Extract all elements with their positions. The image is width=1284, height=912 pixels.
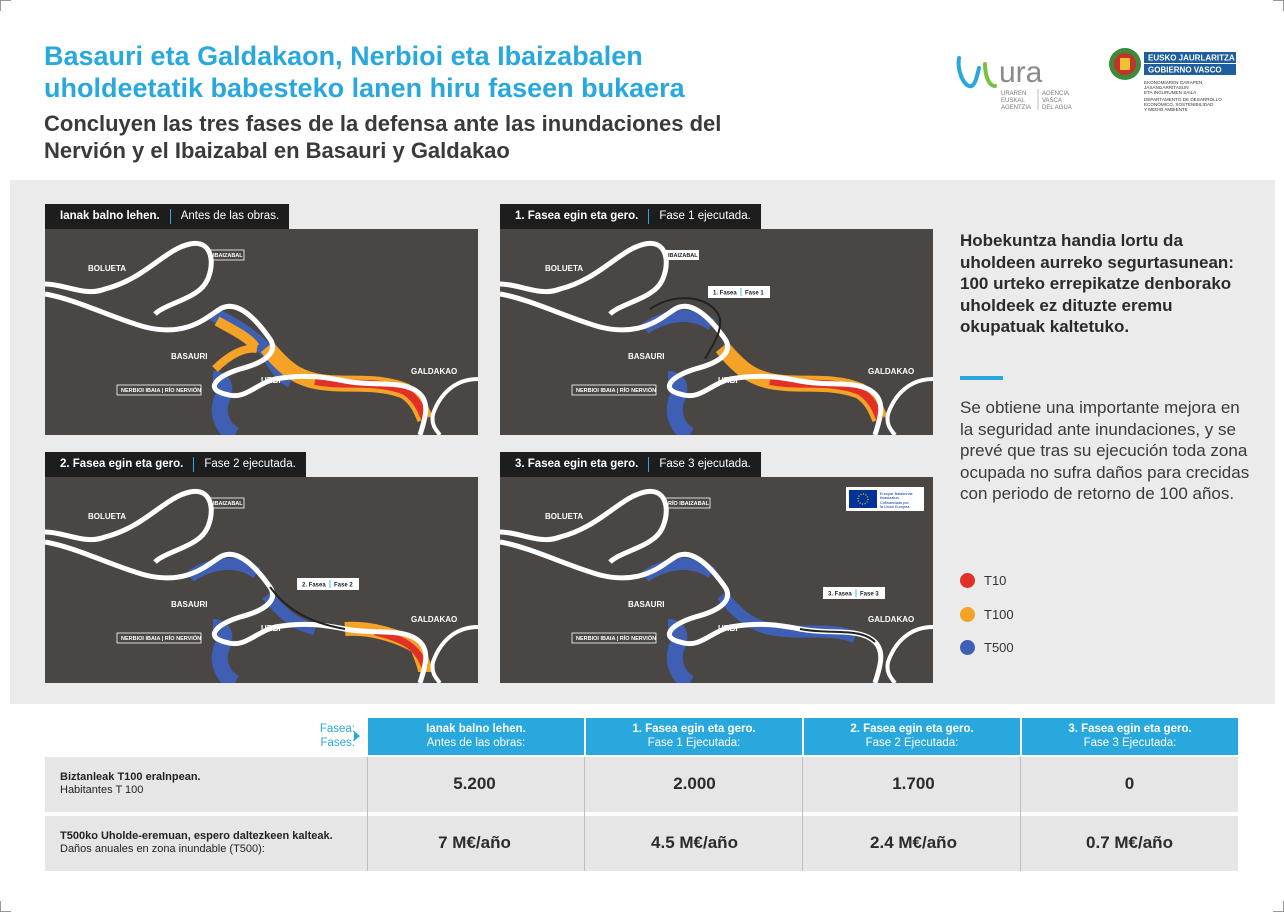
map-panel-phase-2 (45, 452, 478, 678)
svg-text:NERBIOI IBAIA | RÍO NERVIÓN: NERBIOI IBAIA | RÍO NERVIÓN (576, 388, 657, 394)
svg-text:GOBIERNO VASCO: GOBIERNO VASCO (1148, 65, 1222, 75)
svg-text:ETA INGURUMEN SAILA: ETA INGURUMEN SAILA (1144, 90, 1197, 95)
table-cell: 1.700 (892, 774, 935, 793)
svg-text:URAREN: URAREN (1001, 91, 1027, 97)
map-panel-phase-1 (500, 204, 933, 430)
page-title-basque: Basauri eta Galdakaon, Nerbioi eta Ibaizabalen uholdeetatik babesteko lanen hiru faseen bukaera (44, 41, 685, 103)
table-cell: 7 M€/año (438, 833, 511, 852)
flood-map (500, 229, 933, 435)
table-cell: 0.7 M€/año (1086, 833, 1173, 852)
svg-text:JASANGARRITASUN: JASANGARRITASUN (1144, 85, 1189, 90)
crop-mark-bottom-left (0, 901, 11, 912)
table-header-phase-1: 1. Fasea egin eta gero. Fase 1 Ejecutada: (586, 718, 802, 755)
legend-item-t100: T100 (960, 605, 1080, 623)
svg-text:BOLUETA: BOLUETA (88, 512, 127, 521)
legend-dot-t500 (960, 640, 975, 655)
table-header-before: Ianak balno lehen. Antes de las obras: (368, 718, 584, 755)
svg-text:GALDAKAO: GALDAKAO (868, 367, 915, 376)
svg-text:1. Fasea: 1. Fasea (713, 290, 737, 297)
svg-text:BASAURI: BASAURI (171, 352, 208, 361)
svg-text:BASAURI: BASAURI (171, 600, 208, 609)
svg-text:BASAURI: BASAURI (628, 600, 665, 609)
table-divider (802, 757, 803, 871)
svg-text:BASAURI: BASAURI (628, 352, 665, 361)
summary-basque: Hobekuntza handia lortu da uholdeen aurreko segurtasunean: 100 urteko errepikatze denborako uholdeek ez dituzte eremu okupatuak kaltetuko. (960, 231, 1234, 336)
map-caption: 2. Fasea egin eta gero. Fase 2 ejecutada. (45, 452, 306, 477)
svg-text:NERBIOI IBAIA | RÍO NERVIÓN: NERBIOI IBAIA | RÍO NERVIÓN (121, 388, 202, 394)
row-label-damages: T500ko Uholde-eremuan, espero daltezkeen kalteak. Daños anuales en zona inundable (T500): (60, 830, 333, 855)
svg-text:finantzatua: finantzatua (880, 496, 899, 500)
map-caption: 3. Fasea egin eta gero. Fase 3 ejecutada. (500, 452, 761, 477)
svg-text:Europar Batasunak: Europar Batasunak (880, 492, 913, 496)
map-panel-before (45, 204, 478, 430)
svg-text:GALDAKAO: GALDAKAO (868, 615, 915, 624)
svg-text:Y MEDIO AMBIENTE: Y MEDIO AMBIENTE (1144, 107, 1188, 112)
accent-divider (960, 376, 1003, 380)
table-header-phase-3: 3. Fasea egin eta gero. Fase 3 Ejecutada: (1022, 718, 1238, 755)
gobierno-vasco-logo (1106, 44, 1246, 120)
legend-dot-t10 (960, 573, 975, 588)
table-cell: 0 (1124, 774, 1135, 793)
svg-text:ECONÓMICO, SOSTENIBILIDAD: ECONÓMICO, SOSTENIBILIDAD (1144, 102, 1214, 107)
svg-text:DEL AGUA: DEL AGUA (1042, 105, 1072, 111)
svg-text:GALDAKAO: GALDAKAO (411, 615, 458, 624)
map-caption: 1. Fasea egin eta gero. Fase 1 ejecutada. (500, 204, 761, 229)
map-panel-phase-3 (500, 452, 933, 678)
svg-text:URBI: URBI (718, 376, 738, 385)
table-cell: 4.5 M€/año (651, 833, 738, 852)
table-cell: 2.000 (673, 774, 716, 793)
legend-item-t500: T500 (960, 638, 1080, 656)
ura-logo-name: ura (999, 56, 1043, 89)
svg-text:IBAIZABAL: IBAIZABAL (668, 253, 698, 259)
svg-text:URBI: URBI (718, 624, 738, 633)
svg-text:BOLUETA: BOLUETA (545, 512, 584, 521)
svg-text:NERBIOI IBAIA | RÍO NERVIÓN: NERBIOI IBAIA | RÍO NERVIÓN (121, 636, 202, 642)
svg-text:EUSKO JAURLARITZA: EUSKO JAURLARITZA (1148, 53, 1235, 63)
eu-cofinanced-badge (846, 487, 924, 511)
flood-map (500, 477, 933, 683)
svg-text:NERBIOI IBAIA | RÍO NERVIÓN: NERBIOI IBAIA | RÍO NERVIÓN (576, 636, 657, 642)
svg-text:Fase 2: Fase 2 (334, 582, 353, 589)
svg-text:VASCA: VASCA (1042, 98, 1062, 104)
table-header-phase-2: 2. Fasea egin eta gero. Fase 2 Ejecutada: (804, 718, 1020, 755)
svg-text:GALDAKAO: GALDAKAO (411, 367, 458, 376)
svg-text:Fase 1: Fase 1 (745, 290, 764, 297)
table-cell: 5.200 (453, 774, 496, 793)
svg-text:2. Fasea: 2. Fasea (302, 582, 326, 589)
svg-text:Cofinanciado por: Cofinanciado por (880, 501, 909, 505)
table-cell: 2.4 M€/año (870, 833, 957, 852)
svg-text:EKONOMIAREN GARAPEN,: EKONOMIAREN GARAPEN, (1144, 80, 1204, 85)
summary-spanish: Se obtiene una importante mejora en la seguridad ante inundaciones, y se prevé que tras su ejecución toda zona ocupada no sufra daños para crecidas con periodo de retorno de 100 años. (960, 398, 1250, 503)
svg-text:EUSKAL: EUSKAL (1001, 98, 1025, 104)
svg-text:3. Fasea: 3. Fasea (828, 591, 852, 598)
crop-mark-bottom-right (1273, 901, 1284, 912)
crop-mark-top-right (1273, 0, 1284, 11)
table-phase-label: Fasea: Fases: (319, 723, 355, 749)
arrow-right-icon (354, 731, 360, 741)
svg-text:AGENTZIA: AGENTZIA (1001, 105, 1032, 111)
svg-text:URBI: URBI (261, 376, 281, 385)
crop-mark-top-left (0, 0, 11, 11)
svg-text:Fase 3: Fase 3 (860, 591, 879, 598)
svg-text:BOLUETA: BOLUETA (88, 264, 127, 273)
svg-text:la Unión Europea: la Unión Europea (880, 505, 910, 509)
table-divider (584, 757, 585, 871)
map-caption: Ianak balno lehen. Antes de las obras. (45, 204, 289, 229)
ura-logo (955, 50, 1080, 112)
svg-text:BOLUETA: BOLUETA (545, 264, 584, 273)
svg-text:RÍO IBAIZABAL: RÍO IBAIZABAL (668, 501, 709, 507)
svg-text:IBAIZABAL: IBAIZABAL (213, 253, 243, 259)
row-label-habitants: Biztanleak T100 eralnpean. Habitantes T 100 (60, 771, 201, 796)
flood-map (45, 229, 478, 435)
legend-item-t10: T10 (960, 571, 1080, 589)
page-title-spanish: Concluyen las tres fases de la defensa ante las inundaciones del Nervión y el Ibaizabal en Basauri y Galdakao (44, 111, 722, 163)
flood-map (45, 477, 478, 683)
legend-dot-t100 (960, 607, 975, 622)
svg-text:DEPARTAMENTO DE DESARROLLO: DEPARTAMENTO DE DESARROLLO (1144, 97, 1222, 102)
svg-text:IBAIZABAL: IBAIZABAL (213, 501, 243, 507)
svg-text:AGENCIA: AGENCIA (1042, 91, 1070, 97)
svg-text:URBI: URBI (261, 624, 281, 633)
